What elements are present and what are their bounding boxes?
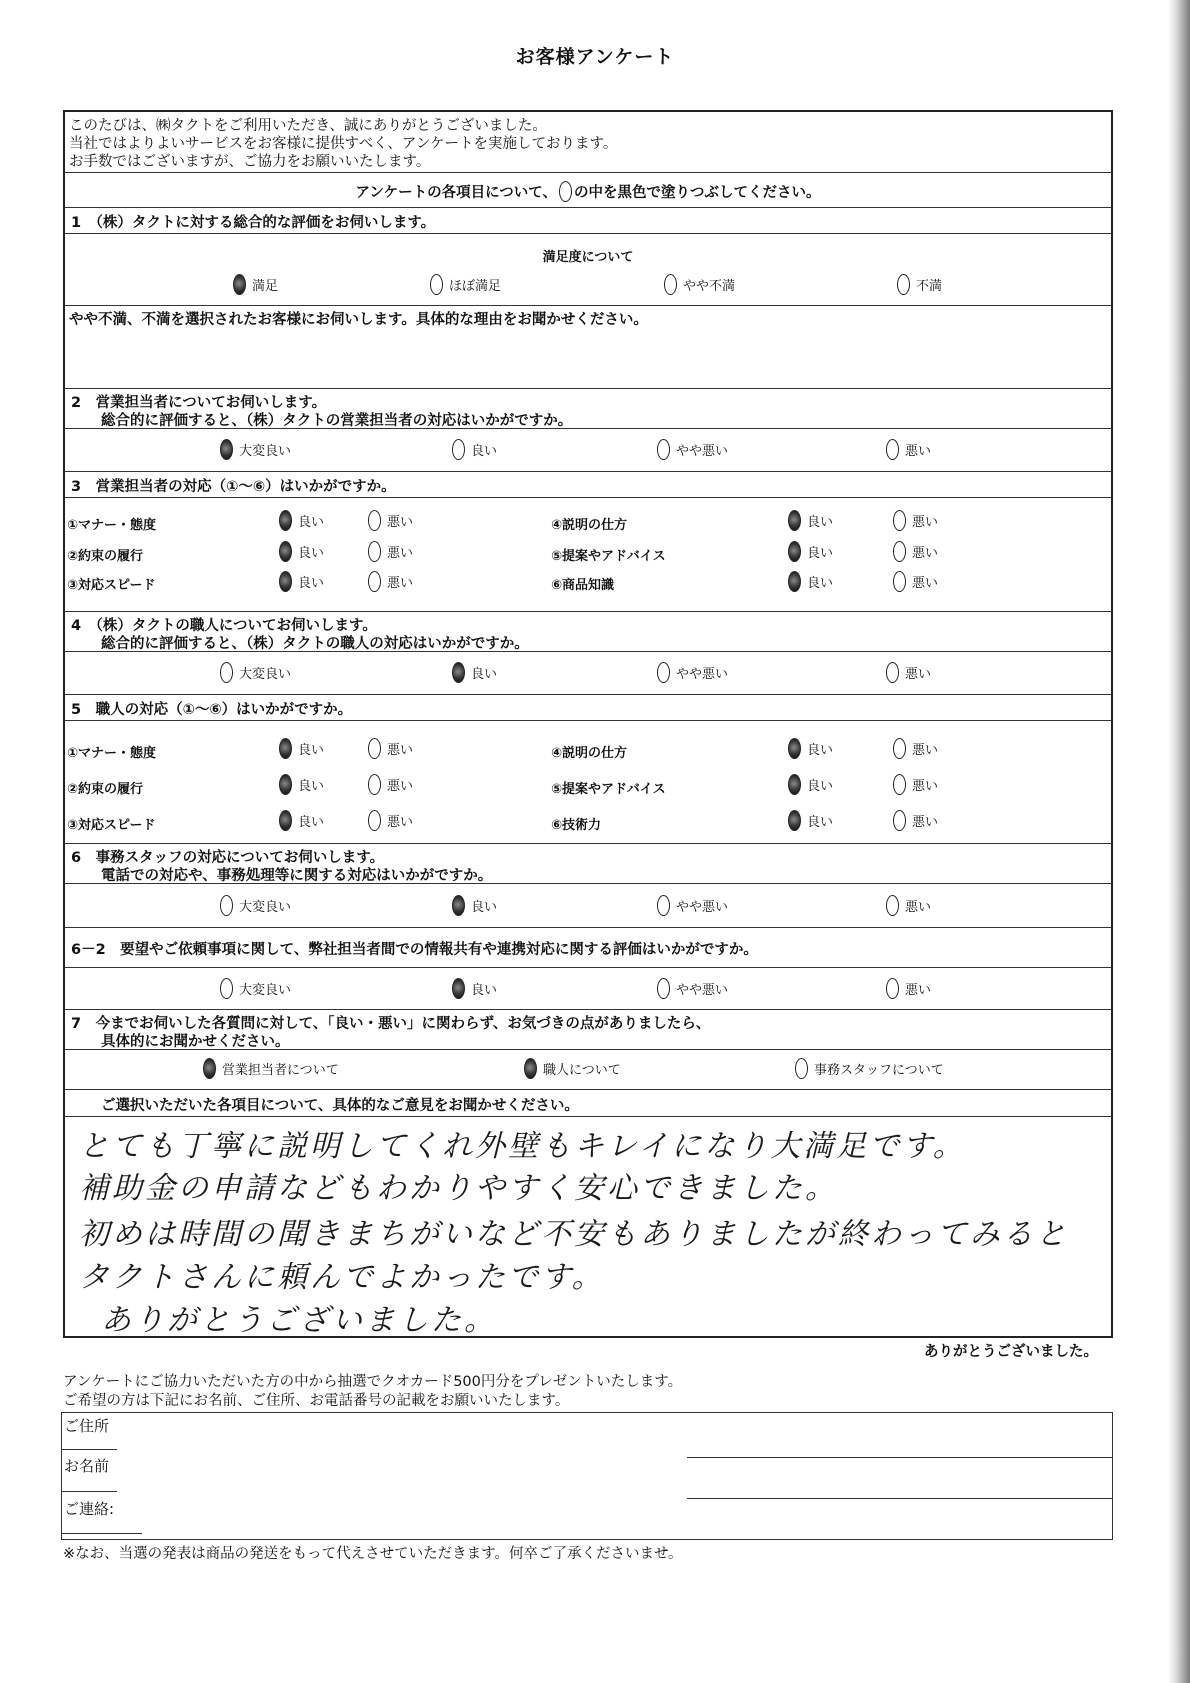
q2-option-very-good[interactable]: 大変良い — [220, 439, 291, 460]
intro-line-1: このたびは、㈱タクトをご利用いただき、誠にありがとうございました。 — [69, 118, 547, 134]
q3-item-label: ④説明の仕方 — [551, 518, 628, 533]
radio-filled-icon — [279, 510, 292, 531]
q5-item-4-bad[interactable]: 悪い — [893, 738, 938, 759]
q5-item-3-bad[interactable]: 悪い — [368, 810, 413, 831]
lottery-line-1: アンケートにご協力いただいた方の中から抽選でクオカード500円分をプレゼントいたします。 — [63, 1374, 683, 1390]
name-write-line[interactable] — [687, 1498, 1112, 1499]
q7-options-row — [65, 1049, 1111, 1089]
q1-option-mostly-satisfied[interactable]: ほぼ満足 — [430, 274, 501, 295]
q3-item-6-bad[interactable]: 悪い — [893, 571, 938, 592]
q6-heading-2: 電話での対応や、事務処理等に関する対応はいかがですか。 — [101, 868, 493, 884]
radio-empty-icon — [657, 895, 670, 916]
radio-empty-icon — [893, 571, 906, 592]
radio-filled-icon — [279, 774, 292, 795]
q5-item-label: ⑥技術力 — [551, 818, 602, 833]
radio-empty-icon — [220, 895, 233, 916]
q3-item-1-good[interactable]: 良い — [279, 510, 324, 531]
q6-2-option-bad[interactable]: 悪い — [886, 978, 931, 999]
radio-empty-icon — [657, 662, 670, 683]
q4-options-row — [65, 651, 1111, 694]
q5-item-6-bad[interactable]: 悪い — [893, 810, 938, 831]
q7-comment-prompt-row — [65, 1089, 1111, 1116]
contact-box — [61, 1412, 1113, 1540]
q6-2-heading: 6－2 要望やご依頼事項に関して、弊社担当者間での情報共有や連携対応に関する評価はいかがですか。 — [71, 942, 758, 958]
radio-empty-icon — [430, 274, 443, 295]
radio-filled-icon — [452, 895, 465, 916]
radio-filled-icon — [788, 510, 801, 531]
q6-2-option-somewhat-bad[interactable]: やや悪い — [657, 978, 728, 999]
q6-2-option-very-good[interactable]: 大変良い — [220, 978, 291, 999]
q6-heading-row — [65, 843, 1111, 883]
q1-option-satisfied[interactable]: 満足 — [233, 274, 278, 295]
page-title: お客様アンケート — [515, 46, 675, 68]
radio-empty-icon — [893, 810, 906, 831]
q1-heading-row — [65, 207, 1111, 233]
radio-empty-icon — [893, 541, 906, 562]
q6-option-bad[interactable]: 悪い — [886, 895, 931, 916]
instruction-row — [65, 172, 1111, 207]
q4-option-very-good[interactable]: 大変良い — [220, 662, 291, 683]
q5-heading-row — [65, 694, 1111, 720]
q4-option-good[interactable]: 良い — [452, 662, 497, 683]
instruction-after: の中を黒色で塗りつぶしてください。 — [574, 185, 821, 201]
radio-empty-icon — [657, 978, 670, 999]
q6-heading-1: 6 事務スタッフの対応についてお伺いします。 — [71, 850, 385, 866]
radio-empty-icon — [368, 541, 381, 562]
q1-option-somewhat-dissatisfied[interactable]: やや不満 — [664, 274, 735, 295]
q5-item-label: ⑤提案やアドバイス — [551, 782, 666, 797]
radio-empty-icon — [795, 1058, 808, 1079]
q1-subheading: 満足度について — [542, 250, 634, 265]
q3-item-6-good[interactable]: 良い — [788, 571, 833, 592]
radio-filled-icon — [788, 774, 801, 795]
q7-option-craftsman[interactable]: 職人について — [524, 1058, 621, 1079]
q6-2-options-row — [65, 967, 1111, 1009]
q1-options-row — [65, 233, 1111, 305]
q3-item-1-bad[interactable]: 悪い — [368, 510, 413, 531]
q3-heading-row — [65, 471, 1111, 497]
radio-empty-icon — [368, 774, 381, 795]
instruction-bubble-icon — [559, 181, 572, 202]
radio-empty-icon — [368, 510, 381, 531]
q2-heading-2: 総合的に評価すると、（株）タクトの営業担当者の対応はいかがですか。 — [101, 413, 573, 429]
q6-options-row — [65, 883, 1111, 927]
q3-heading: 3 営業担当者の対応（①～⑥）はいかがですか。 — [71, 479, 396, 495]
q5-item-5-good[interactable]: 良い — [788, 774, 833, 795]
q4-option-bad[interactable]: 悪い — [886, 662, 931, 683]
radio-empty-icon — [368, 738, 381, 759]
q3-item-3-bad[interactable]: 悪い — [368, 571, 413, 592]
q3-item-5-good[interactable]: 良い — [788, 541, 833, 562]
phone-label: ご連絡: — [64, 1500, 115, 1518]
q3-item-label: ⑥商品知識 — [551, 578, 615, 593]
q5-item-2-bad[interactable]: 悪い — [368, 774, 413, 795]
radio-filled-icon — [279, 541, 292, 562]
radio-filled-icon — [233, 274, 246, 295]
handwritten-line-2: 補助金の申請などもわかりやすく安心できました。 — [79, 1171, 838, 1206]
radio-filled-icon — [279, 738, 292, 759]
radio-empty-icon — [368, 571, 381, 592]
q5-item-1-bad[interactable]: 悪い — [368, 738, 413, 759]
radio-empty-icon — [220, 978, 233, 999]
lottery-line-2: ご希望の方は下記にお名前、ご住所、お電話番号の記載をお願いいたします。 — [63, 1393, 570, 1409]
address-write-line[interactable] — [687, 1457, 1112, 1458]
q7-heading-1: 7 今までお伺いした各質問に対して、「良い・悪い」に関わらず、お気づきの点がありましたら、 — [71, 1016, 711, 1032]
name-label: お名前 — [64, 1457, 110, 1475]
radio-empty-icon — [893, 510, 906, 531]
radio-filled-icon — [452, 662, 465, 683]
q5-heading: 5 職人の対応（①～⑥）はいかがですか。 — [71, 702, 353, 718]
q6-option-very-good[interactable]: 大変良い — [220, 895, 291, 916]
q6-option-somewhat-bad[interactable]: やや悪い — [657, 895, 728, 916]
radio-empty-icon — [657, 439, 670, 460]
radio-filled-icon — [788, 571, 801, 592]
radio-filled-icon — [220, 439, 233, 460]
radio-empty-icon — [368, 810, 381, 831]
q5-item-3-good[interactable]: 良い — [279, 810, 324, 831]
q7-option-sales[interactable]: 営業担当者について — [203, 1058, 339, 1079]
radio-empty-icon — [886, 439, 899, 460]
address-label: ご住所 — [64, 1417, 110, 1435]
radio-empty-icon — [893, 774, 906, 795]
q4-heading-1: 4 （株）タクトの職人についてお伺いします。 — [71, 618, 377, 634]
instruction-text — [65, 181, 1111, 202]
q5-item-label: ③対応スピード — [67, 818, 156, 833]
radio-filled-icon — [788, 810, 801, 831]
q7-heading-row — [65, 1009, 1111, 1049]
q6-option-good[interactable]: 良い — [452, 895, 497, 916]
q2-heading-1: 2 営業担当者についてお伺いします。 — [71, 395, 327, 411]
handwritten-line-3: 初めは時間の聞きまちがいなど不安もありましたが終わってみると — [79, 1217, 1069, 1252]
q2-option-somewhat-bad[interactable]: やや悪い — [657, 439, 728, 460]
intro-line-2: 当社ではよりよいサービスをお客様に提供すべく、アンケートを実施しております。 — [69, 136, 618, 152]
q7-comment-prompt: ご選択いただいた各項目について、具体的なご意見をお聞かせください。 — [101, 1098, 579, 1114]
handwritten-line-5: ありがとうございました。 — [101, 1303, 497, 1338]
q6-2-heading-row — [65, 927, 1111, 967]
radio-empty-icon — [452, 439, 465, 460]
radio-empty-icon — [893, 738, 906, 759]
intro-line-3: お手数ではございますが、ご協力をお願いいたします。 — [69, 154, 431, 170]
q3-item-4-bad[interactable]: 悪い — [893, 510, 938, 531]
radio-filled-icon — [524, 1058, 537, 1079]
q5-item-5-bad[interactable]: 悪い — [893, 774, 938, 795]
handwritten-line-4: タクトさんに頼んでよかったです。 — [79, 1260, 605, 1295]
q7-option-office-staff[interactable]: 事務スタッフについて — [795, 1058, 944, 1079]
q5-item-4-good[interactable]: 良い — [788, 738, 833, 759]
q7-comment-box[interactable] — [65, 1116, 1111, 1338]
q4-heading-row — [65, 611, 1111, 651]
q2-options-row — [65, 428, 1111, 471]
radio-empty-icon — [886, 895, 899, 916]
q1-option-dissatisfied[interactable]: 不満 — [897, 274, 942, 295]
radio-empty-icon — [886, 978, 899, 999]
q5-item-6-good[interactable]: 良い — [788, 810, 833, 831]
radio-filled-icon — [203, 1058, 216, 1079]
q3-item-label: ③対応スピード — [67, 578, 156, 593]
q2-heading-row — [65, 388, 1111, 428]
radio-empty-icon — [220, 662, 233, 683]
q5-item-2-good[interactable]: 良い — [279, 774, 324, 795]
q2-option-good[interactable]: 良い — [452, 439, 497, 460]
radio-empty-icon — [664, 274, 677, 295]
label-underline — [62, 1449, 117, 1450]
radio-filled-icon — [788, 541, 801, 562]
q3-item-2-bad[interactable]: 悪い — [368, 541, 413, 562]
q1-heading: 1 （株）タクトに対する総合的な評価をお伺いします。 — [71, 215, 436, 231]
intro-section — [65, 112, 1111, 172]
footnote: ※なお、当選の発表は商品の発送をもって代えさせていただきます。何卒ご了承くださいませ。 — [63, 1546, 683, 1562]
q7-heading-2: 具体的にお聞かせください。 — [101, 1034, 290, 1050]
q3-item-label: ②約束の履行 — [67, 549, 144, 564]
radio-filled-icon — [279, 810, 292, 831]
q3-grid — [65, 497, 1111, 611]
label-underline — [62, 1533, 142, 1534]
q3-item-4-good[interactable]: 良い — [788, 510, 833, 531]
q3-item-label: ①マナー・態度 — [67, 518, 157, 533]
q2-option-bad[interactable]: 悪い — [886, 439, 931, 460]
q3-item-label: ⑤提案やアドバイス — [551, 549, 666, 564]
radio-empty-icon — [897, 274, 910, 295]
q1-reason-row[interactable] — [65, 305, 1111, 388]
radio-filled-icon — [788, 738, 801, 759]
q6-2-option-good[interactable]: 良い — [452, 978, 497, 999]
q4-heading-2: 総合的に評価すると、（株）タクトの職人の対応はいかがですか。 — [101, 636, 529, 652]
q5-item-1-good[interactable]: 良い — [279, 738, 324, 759]
q3-item-2-good[interactable]: 良い — [279, 541, 324, 562]
radio-filled-icon — [279, 571, 292, 592]
q4-option-somewhat-bad[interactable]: やや悪い — [657, 662, 728, 683]
radio-empty-icon — [886, 662, 899, 683]
instruction-before: アンケートの各項目について、 — [355, 185, 558, 201]
label-underline — [62, 1491, 117, 1492]
scan-edge-shadow — [1168, 0, 1190, 1683]
survey-form — [63, 110, 1113, 1338]
q5-item-label: ④説明の仕方 — [551, 746, 628, 761]
q3-item-5-bad[interactable]: 悪い — [893, 541, 938, 562]
q1-reason-prompt: やや不満、不満を選択されたお客様にお伺いします。具体的な理由をお聞かせください。 — [69, 312, 648, 328]
q5-item-label: ①マナー・態度 — [67, 746, 157, 761]
q5-item-label: ②約束の履行 — [67, 782, 144, 797]
q5-grid — [65, 720, 1111, 843]
handwritten-line-1: とても丁寧に説明してくれ外壁もキレイになり大満足です。 — [79, 1129, 966, 1164]
radio-filled-icon — [452, 978, 465, 999]
q3-item-3-good[interactable]: 良い — [279, 571, 324, 592]
thanks-text: ありがとうございました。 — [924, 1344, 1098, 1360]
